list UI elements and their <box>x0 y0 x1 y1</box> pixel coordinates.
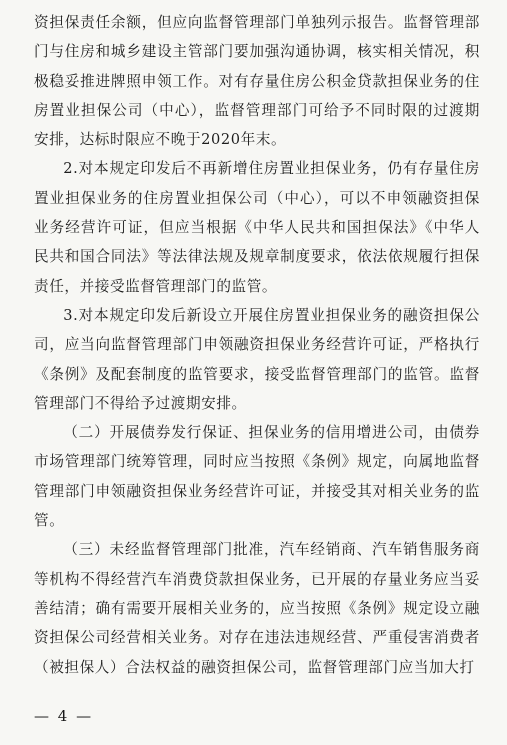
paragraph-section-2: （二）开展债券发行保证、担保业务的信用增进公司，由债券市场管理部门统筹管理，同时应当按照《条例》规定，向属地监督管理部门申领融资担保业务经营许可证，并接受其对相关业务的监管。 <box>34 424 480 530</box>
page-number: — 4 — <box>34 707 94 725</box>
body-text <box>34 8 480 682</box>
paragraph-item-3: 3.对本规定印发后新设立开展住房置业担保业务的融资担保公司，应当向监督管理部门申领融资担保业务经营许可证，严格执行《条例》及配套制度的监管要求，接受监督管理部门的监管。监督管理部门不得给予过渡期安排。 <box>34 306 480 412</box>
paragraph-continued: 资担保责任余额，但应向监督管理部门单独列示报告。监督管理部门与住房和城乡建设主管部门要加强沟通协调，核实相关情况，积极稳妥推进牌照申领工作。对有存量住房公积金贷款担保业务的住房置业担保公司（中心），监督管理部门可给予不同时限的过渡期安排，达标时限应不晚于2020年末。 <box>34 14 480 149</box>
paragraph-item-2: 2.对本规定印发后不再新增住房置业担保业务，仍有存量住房置业担保业务的住房置业担保公司（中心），可以不申领融资担保业务经营许可证，但应当根据《中华人民共和国担保法》《中华人民共和国合同法》等法律法规及规章制度要求，依法依规履行担保责任，并接受监督管理部门的监管。 <box>34 160 480 295</box>
paragraph-section-3: （三）未经监督管理部门批准，汽车经销商、汽车销售服务商等机构不得经营汽车消费贷款担保业务，已开展的存量业务应当妥善结清；确有需要开展相关业务的，应当按照《条例》规定设立融资担保公司经营相关业务。对存在违法违规经营、严重侵害消费者（被担保人）合法权益的融资担保公司，监督管理部门应当加大打 <box>34 541 480 676</box>
